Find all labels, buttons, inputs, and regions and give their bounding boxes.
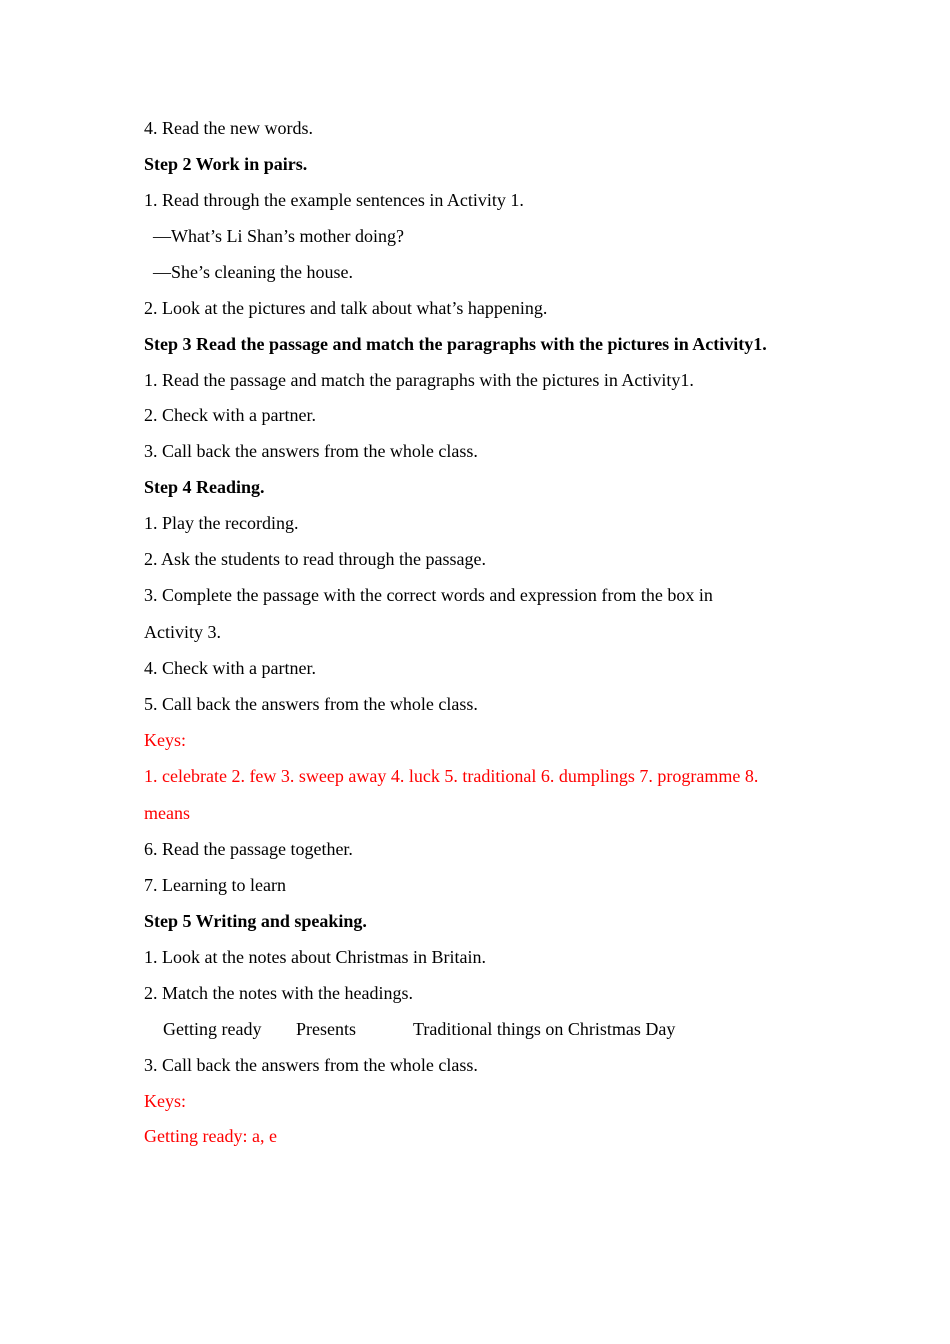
heading-presents: Presents <box>296 1019 356 1039</box>
step5-heading: Step 5 Writing and speaking. <box>144 911 367 931</box>
step4-item-1: 1. Play the recording. <box>144 513 299 533</box>
step5-item-2: 2. Match the notes with the headings. <box>144 983 413 1003</box>
keys-label-1: Keys: <box>144 730 186 750</box>
step4-item-7: 7. Learning to learn <box>144 875 286 895</box>
step5-item-1: 1. Look at the notes about Christmas in Britain. <box>144 947 486 967</box>
step4-item-5: 5. Call back the answers from the whole class. <box>144 694 478 714</box>
step4-item-3: 3. Complete the passage with the correct words and expression from the box in <box>144 585 713 605</box>
step2-heading: Step 2 Work in pairs. <box>144 154 308 174</box>
step3-heading: Step 3 Read the passage and match the paragraphs with the pictures in Activity1. <box>144 334 767 354</box>
example-question: —What’s Li Shan’s mother doing? <box>153 226 404 246</box>
step3-item-3: 3. Call back the answers from the whole class. <box>144 441 478 461</box>
heading-traditional-things: Traditional things on Christmas Day <box>413 1019 676 1039</box>
keys-answers-1-cont: means <box>144 803 190 823</box>
step1-item-4: 4. Read the new words. <box>144 118 313 138</box>
step5-item-3: 3. Call back the answers from the whole class. <box>144 1055 478 1075</box>
step2-item-1: 1. Read through the example sentences in Activity 1. <box>144 190 524 210</box>
step3-item-1: 1. Read the passage and match the paragraphs with the pictures in Activity1. <box>144 370 694 390</box>
step4-heading: Step 4 Reading. <box>144 477 265 497</box>
keys-answers-1: 1. celebrate 2. few 3. sweep away 4. luck 5. traditional 6. dumplings 7. programme 8. <box>144 766 759 786</box>
example-answer: —She’s cleaning the house. <box>153 262 353 282</box>
step4-item-6: 6. Read the passage together. <box>144 839 353 859</box>
step3-item-2: 2. Check with a partner. <box>144 405 316 425</box>
heading-getting-ready: Getting ready <box>163 1019 262 1039</box>
step4-item-2: 2. Ask the students to read through the passage. <box>144 549 486 569</box>
keys-answers-2: Getting ready: a, e <box>144 1126 277 1146</box>
step4-item-4: 4. Check with a partner. <box>144 658 316 678</box>
step4-item-3-cont: Activity 3. <box>144 622 221 642</box>
step2-item-2: 2. Look at the pictures and talk about what’s happening. <box>144 298 548 318</box>
keys-label-2: Keys: <box>144 1091 186 1111</box>
